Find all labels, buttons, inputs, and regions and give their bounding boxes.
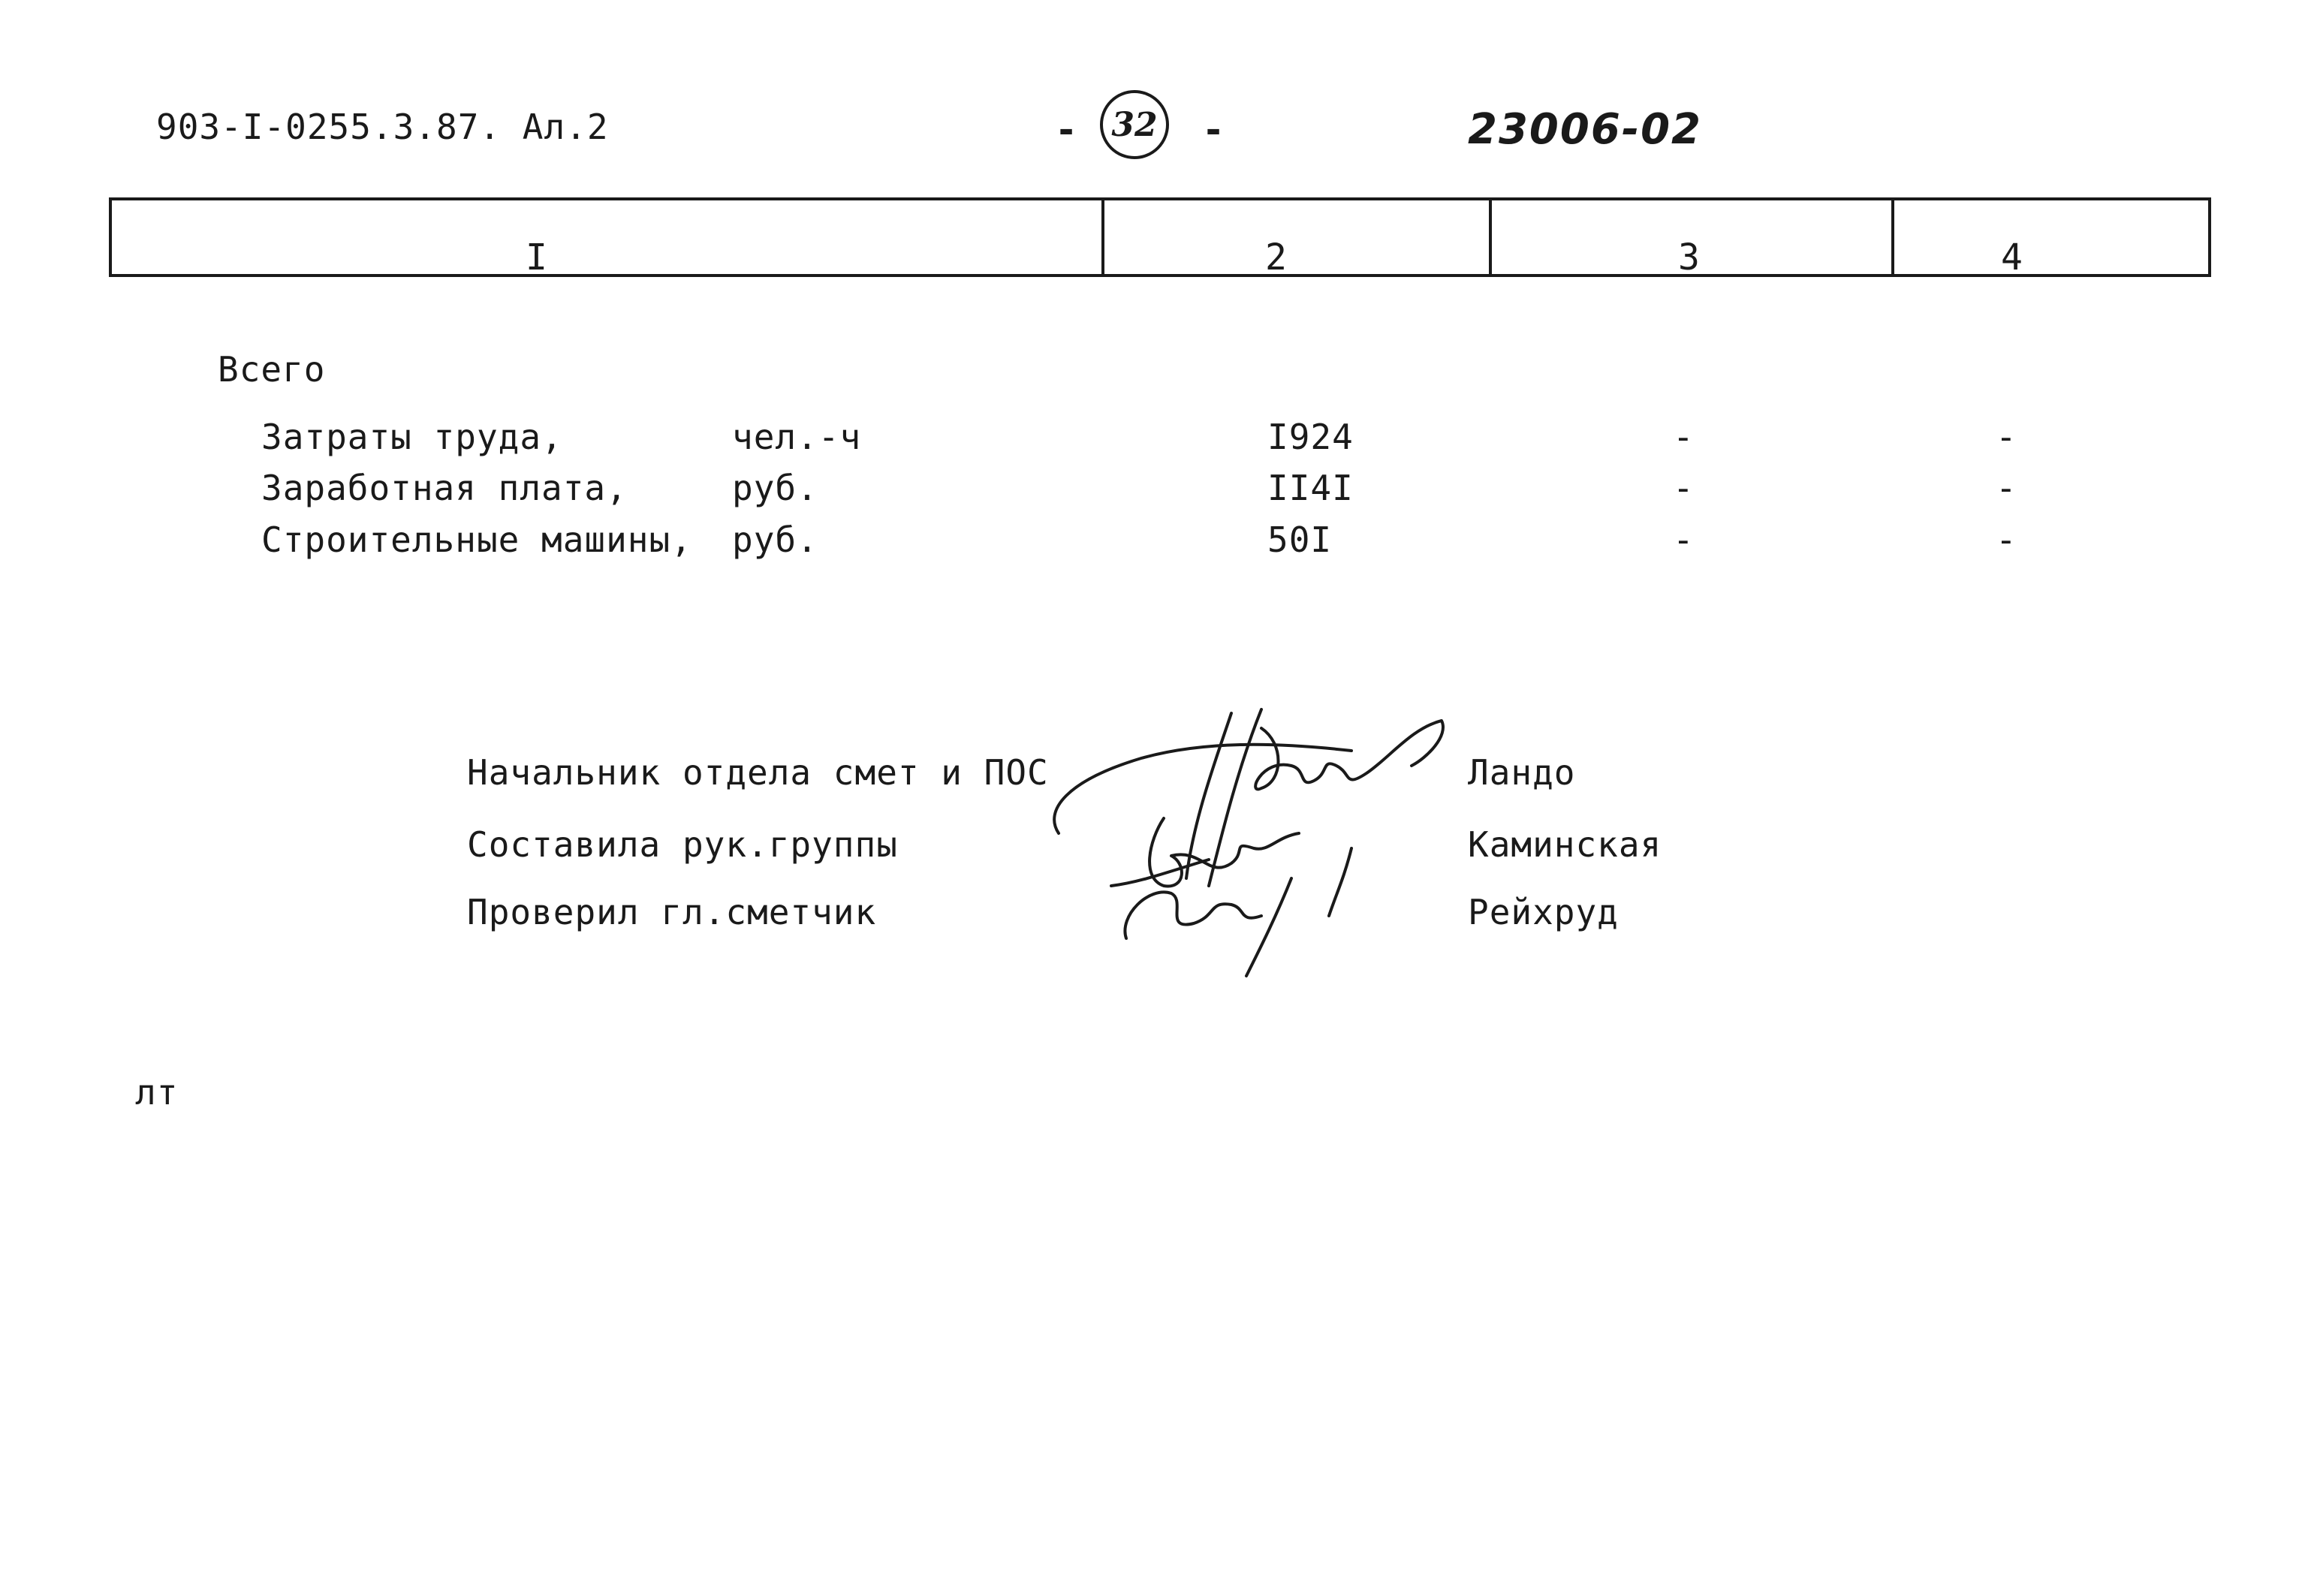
table-row xyxy=(0,417,2305,469)
row-value-col4: - xyxy=(1996,519,2017,560)
totals-heading: Всего xyxy=(218,349,326,390)
handwritten-signature xyxy=(1036,698,1457,983)
column-divider xyxy=(1489,197,1492,277)
row-value-col3: - xyxy=(1673,519,1695,560)
column-header-4: 4 xyxy=(2001,236,2023,279)
row-value-col4: - xyxy=(1996,468,2017,508)
signature-name: Ландо xyxy=(1468,752,1576,793)
row-unit: руб. xyxy=(732,468,818,508)
column-header-table xyxy=(109,197,2211,277)
row-name: Строительные машины, xyxy=(261,519,692,560)
signature-name: Каминская xyxy=(1468,824,1662,865)
signature-role: Проверил гл.сметчик xyxy=(467,892,877,932)
column-header-1: I xyxy=(526,236,547,279)
row-value-col3: - xyxy=(1673,468,1695,508)
column-divider xyxy=(1891,197,1894,277)
signature-role: Начальник отдела смет и ПОС xyxy=(467,752,1049,793)
table-row xyxy=(0,519,2305,572)
row-value-col2: I924 xyxy=(1267,417,1354,457)
row-value-col2: 50I xyxy=(1267,519,1333,560)
document-code: 903-I-0255.3.87. Ал.2 xyxy=(156,107,609,147)
footer-mark: лт xyxy=(135,1072,179,1113)
row-unit: чел.-ч xyxy=(732,417,862,457)
signature-role: Составила рук.группы xyxy=(467,824,898,865)
row-unit: руб. xyxy=(732,519,818,560)
table-frame xyxy=(109,197,2211,277)
column-header-3: 3 xyxy=(1678,236,1700,279)
row-value-col3: - xyxy=(1673,417,1695,457)
row-name: Затраты труда, xyxy=(261,417,563,457)
page-dash-right: - xyxy=(1202,108,1225,152)
column-header-2: 2 xyxy=(1265,236,1287,279)
row-value-col2: II4I xyxy=(1267,468,1354,508)
page-dash-left: - xyxy=(1055,108,1078,152)
signature-name: Рейхруд xyxy=(1468,892,1619,932)
page-number: 32 xyxy=(1100,90,1169,159)
row-name: Заработная плата, xyxy=(261,468,628,508)
sheet-id: 23006-02 xyxy=(1468,105,1702,154)
table-row xyxy=(0,468,2305,520)
row-value-col4: - xyxy=(1996,417,2017,457)
column-divider xyxy=(1101,197,1104,277)
